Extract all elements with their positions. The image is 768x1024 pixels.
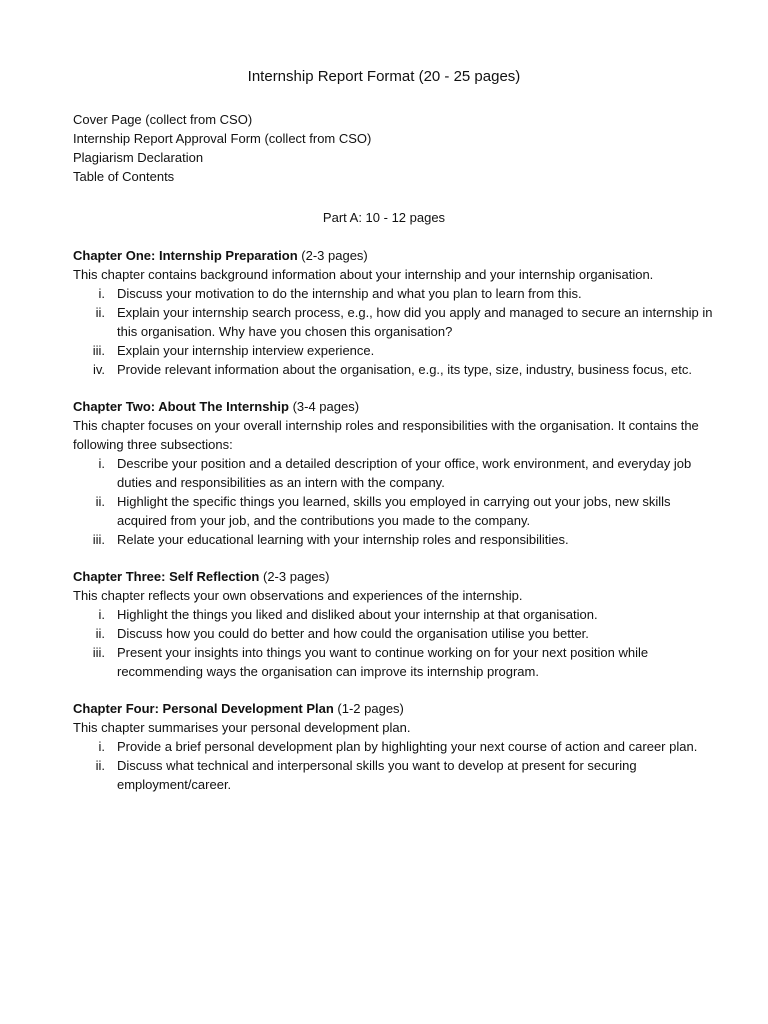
list-item-number: iv. <box>92 362 105 377</box>
list-item-text: Provide a brief personal development plan by highlighting your next course of action and career plan. <box>117 739 698 754</box>
list-item <box>73 303 713 341</box>
list-item-number: i. <box>98 286 105 301</box>
list-item-number: ii. <box>95 305 105 320</box>
chapter-four-section <box>73 699 713 794</box>
list-item <box>73 284 713 303</box>
list-item-number: i. <box>98 456 105 471</box>
list-item <box>73 454 713 492</box>
chapter-title: Chapter Two: About The Internship <box>73 399 289 414</box>
list-item-text: Highlight the things you liked and disliked about your internship at that organisation. <box>117 607 598 622</box>
list-item-text: Describe your position and a detailed description of your office, work environment, and everyday job duties and responsibilities as an intern with the company. <box>117 456 692 490</box>
part-a-heading: Part A: 10 - 12 pages <box>322 210 446 225</box>
list-item-text: Discuss how you could do better and how could the organisation utilise you better. <box>117 626 589 641</box>
chapter-item-list <box>73 605 713 681</box>
list-item-number: i. <box>98 607 105 622</box>
list-item <box>73 530 713 549</box>
front-matter-item: Cover Page (collect from CSO) <box>73 112 253 127</box>
chapter-heading <box>73 699 713 718</box>
chapter-item-list <box>73 454 713 549</box>
chapter-item-list <box>73 284 713 379</box>
chapter-page-count: (3-4 pages) <box>292 399 360 414</box>
chapter-title: Chapter Four: Personal Development Plan <box>73 701 334 716</box>
list-item <box>73 756 713 794</box>
chapter-intro: This chapter focuses on your overall internship roles and responsibilities with the organisation. It contains the following three subsections: <box>73 418 699 452</box>
list-item-number: iii. <box>92 645 105 660</box>
chapter-page-count: (2-3 pages) <box>263 569 330 584</box>
list-item <box>73 737 713 756</box>
chapter-page-count: (1-2 pages) <box>337 701 404 716</box>
list-item <box>73 360 713 379</box>
chapter-two-section <box>73 397 713 549</box>
list-item <box>73 492 713 530</box>
list-item-text: Explain your internship search process, e.g., how did you apply and managed to secure an internship in this organisation. Why have you chosen this organisation? <box>117 305 713 339</box>
front-matter-item: Internship Report Approval Form (collect from CSO) <box>73 131 372 146</box>
list-item-text: Explain your internship interview experience. <box>117 343 375 358</box>
list-item-number: iii. <box>92 343 105 358</box>
chapter-heading <box>73 246 713 265</box>
list-item-number: ii. <box>95 626 105 641</box>
list-item <box>73 624 713 643</box>
chapter-heading <box>73 567 713 586</box>
list-item-text: Discuss your motivation to do the internship and what you plan to learn from this. <box>117 286 582 301</box>
list-item-text: Present your insights into things you want to continue working on for your next position while recommending ways the organisation can improve its internship program. <box>117 645 649 679</box>
front-matter-item: Table of Contents <box>73 169 175 184</box>
list-item-text: Highlight the specific things you learned, skills you employed in carrying out your jobs, new skills acquired from your job, and the contributions you made to the company. <box>117 494 671 528</box>
chapter-intro: This chapter reflects your own observations and experiences of the internship. <box>73 588 523 603</box>
list-item-text: Provide relevant information about the organisation, e.g., its type, size, industry, business focus, etc. <box>117 362 692 377</box>
list-item <box>73 605 713 624</box>
list-item <box>73 341 713 360</box>
document-title: Internship Report Format (20 - 25 pages) <box>247 68 521 85</box>
chapter-intro: This chapter summarises your personal development plan. <box>73 720 411 735</box>
chapter-title: Chapter One: Internship Preparation <box>73 248 298 263</box>
list-item-text: Relate your educational learning with your internship roles and responsibilities. <box>117 532 569 547</box>
chapter-heading <box>73 397 713 416</box>
chapter-title: Chapter Three: Self Reflection <box>73 569 260 584</box>
list-item-number: iii. <box>92 532 105 547</box>
chapter-item-list <box>73 737 713 794</box>
list-item-number: i. <box>98 739 105 754</box>
list-item-number: ii. <box>95 494 105 509</box>
list-item-text: Discuss what technical and interpersonal skills you want to develop at present for securing employment/career. <box>117 758 637 792</box>
front-matter-item: Plagiarism Declaration <box>73 150 204 165</box>
list-item-number: ii. <box>95 758 105 773</box>
chapter-page-count: (2-3 pages) <box>301 248 368 263</box>
front-matter-list <box>73 110 713 186</box>
list-item <box>73 643 713 681</box>
chapter-intro: This chapter contains background information about your internship and your internship organisation. <box>73 267 654 282</box>
chapter-one-section <box>73 246 713 379</box>
chapter-three-section <box>73 567 713 681</box>
